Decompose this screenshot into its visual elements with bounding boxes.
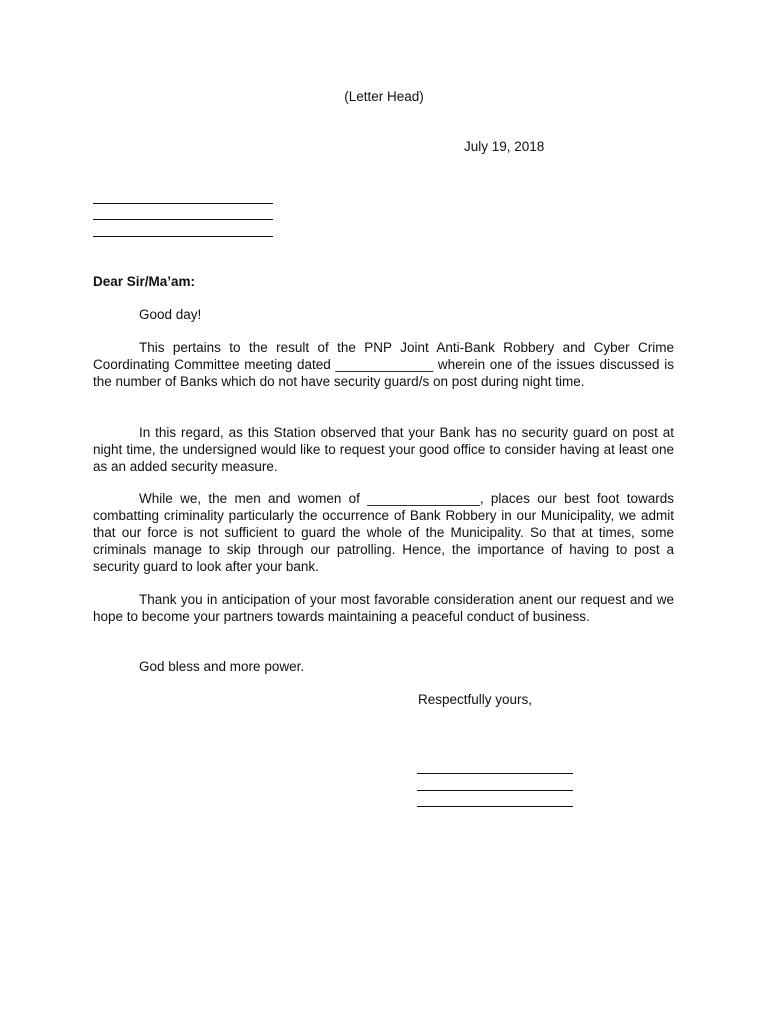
recipient-address-line-1 <box>93 203 273 204</box>
body-paragraph-1: This pertains to the result of the PNP Joint Anti-Bank Robbery and Cyber Crime Coordinating Committee meeting dated _____________ wherein one of the issues discussed is the number of Banks which do not have security guard/s on post during night time. <box>93 340 674 389</box>
greeting: Good day! <box>139 307 202 322</box>
letter-date: July 19, 2018 <box>464 139 545 154</box>
complimentary-close: Respectfully yours, <box>418 692 533 707</box>
body-paragraph-4: Thank you in anticipation of your most favorable consideration anent our request and we hope to become your partners towards maintaining a peaceful conduct of business. <box>93 592 674 624</box>
signature-line-3 <box>417 806 573 807</box>
body-paragraph-2: In this regard, as this Station observed that your Bank has no security guard on post at night time, the undersigned would like to request your good office to consider having at least one as an added security measure. <box>93 425 674 474</box>
letterhead-placeholder: (Letter Head) <box>344 89 424 104</box>
signature-line-1 <box>417 773 573 774</box>
signature-line-2 <box>417 790 573 791</box>
body-paragraph-3: While we, the men and women of _______________, places our best foot towards combatting criminality particularly the occurrence of Bank Robbery in our Municipality, we admit that our force is not sufficient to guard the whole of the Municipality. So that at times, some criminals manage to skip through our patrolling. Hence, the importance of having to post a security guard to look after your bank. <box>93 491 674 574</box>
recipient-address-line-2 <box>93 219 273 220</box>
recipient-address-line-3 <box>93 236 273 237</box>
salutation: Dear Sir/Ma’am: <box>93 274 196 289</box>
blessing: God bless and more power. <box>139 659 305 674</box>
